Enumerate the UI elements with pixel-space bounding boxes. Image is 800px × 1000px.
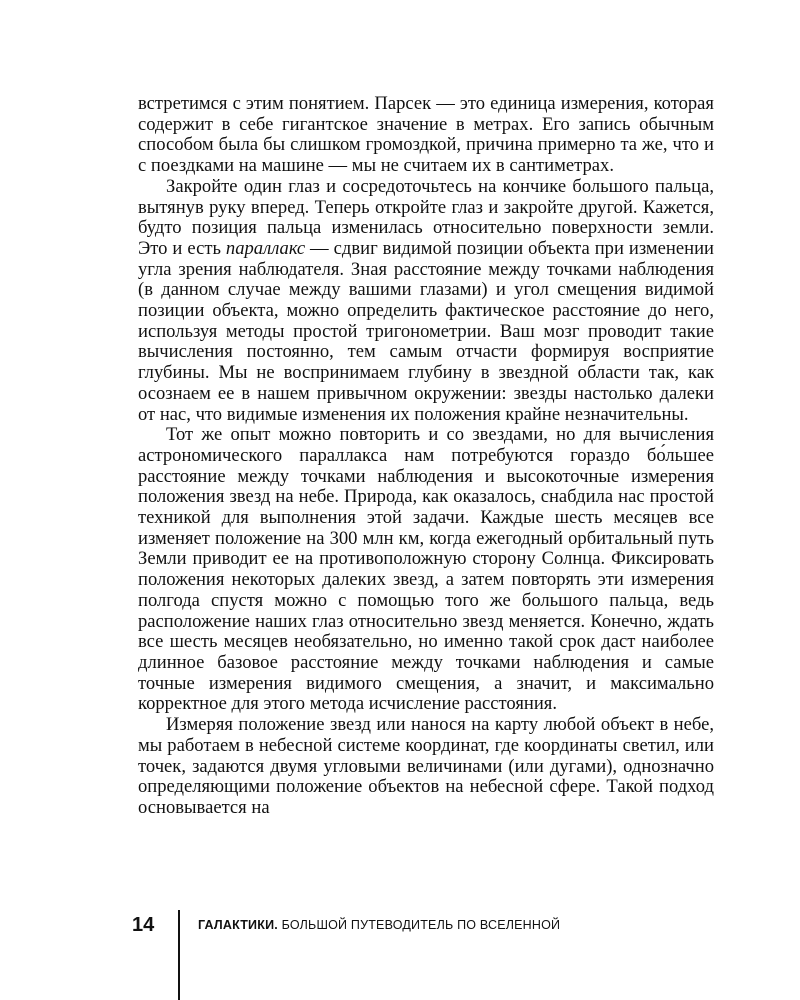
footer-divider — [178, 910, 180, 1000]
page-body-text — [138, 94, 714, 819]
page-number: 14 — [132, 914, 155, 936]
term-parallax: параллакс — [225, 237, 306, 259]
page-footer — [0, 910, 800, 1000]
paragraph-1: встретимся с этим понятием. Парсек — это единица измерения, которая содержит в себе гигантское значение в метрах. Его запись обычным способом была бы слишком громоздкой, причина примерно та же, что и с поездками на машине — мы не считаем их в сантиметрах. — [138, 93, 714, 177]
running-title-rest: БОЛЬШОЙ ПУТЕВОДИТЕЛЬ ПО ВСЕЛЕННОЙ — [277, 918, 561, 932]
running-title — [198, 918, 560, 932]
paragraph-3: Тот же опыт можно повторить и со звездами, но для вычисления астрономического параллакса нам потребуются гораздо бо́льшее расстояние между точками наблюдения и высокоточные измерения положения звезд на небе. Природа, как оказалось, снабдила нас простой техникой для выполнения этой задачи. Каждые шесть месяцев все изменяет положение на 300 млн км, когда ежегодный орбитальный путь Земли приводит ее на противоположную сторону Солнца. Фиксировать положения некоторых далеких звезд, а затем повторять эти измерения полгода спустя можно с помощью того же большого пальца, ведь расположение наших глаз относительно звезд меняется. Конечно, ждать все шесть месяцев необязательно, но именно такой срок даст наиболее длинное базовое расстояние между точками наблюдения и самые точные измерения видимого смещения, а значит, и максимально корректное для этого метода исчисление расстояния. — [138, 424, 714, 715]
paragraph-2-part-1: Закройте один глаз и сосредоточьтесь на кончике большого пальца, вытянув руку вперед. Теперь откройте глаз и закройте другой. Кажется, будто позиция пальца изменилась относительно поверхности земли. Это и есть — [138, 175, 714, 259]
paragraph-4: Измеряя положение звезд или нанося на карту любой объект в небе, мы работаем в небесной системе координат, где координаты светил, или точек, задаются двумя угловыми величинами (или дугами), однозначно определяющими положение объектов на небесной сфере. Такой подход основывается на — [138, 714, 714, 818]
paragraph-2 — [138, 177, 714, 425]
paragraph-2-part-2: — сдвиг видимой позиции объекта при изменении угла зрения наблюдателя. Зная расстояние между точками наблюдения (в данном случае между вашими глазами) и угол смещения видимой позиции объекта, можно определить фактическое расстояние до него, используя методы простой тригонометрии. Ваш мозг проводит такие вычисления постоянно, тем самым отчасти формируя восприятие глубины. Мы не воспринимаем глубину в звездной области так, как осознаем ее в нашем привычном окружении: звезды настолько далеки от нас, что видимые изменения их положения крайне незначительны. — [138, 237, 714, 425]
running-title-bold: ГАЛАКТИКИ. — [198, 918, 278, 932]
